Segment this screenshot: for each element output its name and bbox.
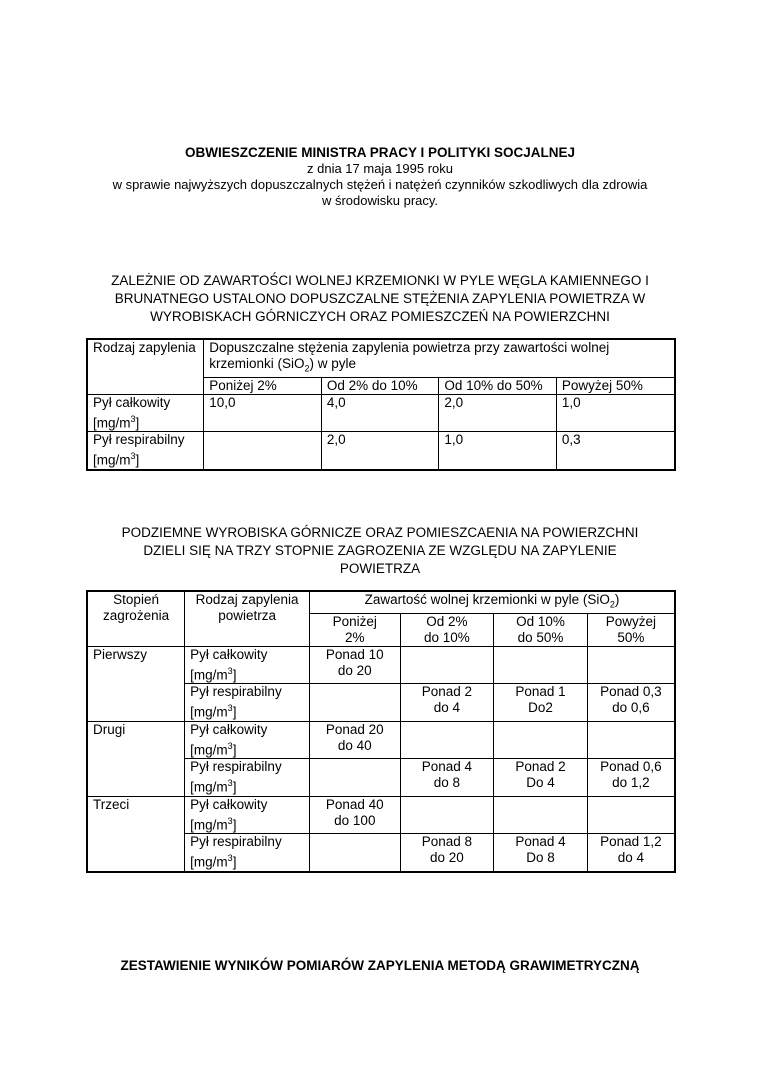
table-header-row xyxy=(87,339,675,377)
header-cell-concentration: Dopuszczalne stężenia zapylenia powietrza przy zawartości wolnej krzemionki (SiO$_2$) w pyle xyxy=(204,339,675,377)
section1-heading-line: BRUNATNEGO USTALONO DOPUSZCZALNE STĘŻENIA ZAPYLENIA POWIETRZA W xyxy=(114,291,646,306)
table-header-row xyxy=(87,591,675,613)
header-cell-degree: Stopień zagrożenia xyxy=(87,591,185,646)
dust-type-cell: Pył całkowity $[mg/m^3]$ xyxy=(185,721,310,759)
value-cell: Ponad 40 do 100 xyxy=(310,796,401,834)
degree-cell: Trzeci xyxy=(87,796,185,872)
section1-heading xyxy=(60,272,700,326)
value-cell xyxy=(400,721,494,759)
results-heading: ZESTAWIENIE WYNIKÓW POMIARÓW ZAPYLENIA METODĄ GRAWIMETRYCZNĄ xyxy=(120,958,640,973)
value-cell xyxy=(310,759,401,797)
header-cell-range: Powyżej 50% xyxy=(556,377,675,394)
value-cell xyxy=(204,432,322,470)
dust-type-cell: Pył całkowity $[mg/m^3]$ xyxy=(185,796,310,834)
document-header xyxy=(60,145,700,209)
dust-type-cell: Pył respirabilny $[mg/m^3]$ xyxy=(185,834,310,872)
header-cell-range: Poniżej 2% xyxy=(204,377,322,394)
value-cell: 1,0 xyxy=(556,394,675,432)
document-subject-line1: w sprawie najwyższych dopuszczalnych stężeń i natężeń czynników szkodliwych dla zdrowia xyxy=(112,177,648,192)
value-cell xyxy=(400,796,494,834)
header-cell-range: Powyżej 50% xyxy=(587,613,675,646)
value-cell: Ponad 1,2 do 4 xyxy=(587,834,675,872)
document-subject-line2: w środowisku pracy. xyxy=(321,193,439,208)
value-cell: 2,0 xyxy=(439,394,556,432)
value-cell: Ponad 0,3 do 0,6 xyxy=(587,684,675,722)
section1-heading-line: ZALEŻNIE OD ZAWARTOŚCI WOLNEJ KRZEMIONKI W PYLE WĘGLA KAMIENNEGO I xyxy=(111,273,649,288)
dust-type-cell: Pył respirabilny $[mg/m^3]$ xyxy=(185,684,310,722)
table-row xyxy=(87,796,675,834)
document-date: z dnia 17 maja 1995 roku xyxy=(307,161,453,176)
value-cell xyxy=(494,646,588,684)
section2-heading xyxy=(60,524,700,578)
value-cell: 10,0 xyxy=(204,394,322,432)
degree-cell: Pierwszy xyxy=(87,646,185,721)
value-cell: 4,0 xyxy=(321,394,438,432)
value-cell xyxy=(494,796,588,834)
table-row xyxy=(87,394,675,432)
value-cell: Ponad 4 do 8 xyxy=(400,759,494,797)
value-cell: 0,3 xyxy=(556,432,675,470)
table-row xyxy=(87,432,675,470)
section2-heading-line: PODZIEMNE WYROBISKA GÓRNICZE ORAZ POMIESZCAENIA NA POWIERZCHNI xyxy=(121,525,639,540)
header-cell-range: Od 2% do 10% xyxy=(321,377,438,394)
header-cell-silica-content: Zawartość wolnej krzemionki w pyle (SiO$_2$) xyxy=(310,591,676,613)
value-cell xyxy=(587,646,675,684)
value-cell: Ponad 1 Do2 xyxy=(494,684,588,722)
value-cell: Ponad 20 do 40 xyxy=(310,721,401,759)
header-cell-range: Od 10% do 50% xyxy=(439,377,556,394)
row-type-cell: Pył całkowity $[mg/m^3]$ xyxy=(87,394,204,432)
dust-type-cell: Pył respirabilny $[mg/m^3]$ xyxy=(185,759,310,797)
value-cell: Ponad 10 do 20 xyxy=(310,646,401,684)
value-cell: Ponad 2 Do 4 xyxy=(494,759,588,797)
header-cell-range: Od 10% do 50% xyxy=(494,613,588,646)
dust-type-cell: Pył całkowity $[mg/m^3]$ xyxy=(185,646,310,684)
table-row xyxy=(87,646,675,684)
header-cell-type: Rodzaj zapylenia xyxy=(87,339,204,394)
value-cell xyxy=(310,684,401,722)
limits-table xyxy=(86,338,676,471)
table-row xyxy=(87,721,675,759)
value-cell: Ponad 2 do 4 xyxy=(400,684,494,722)
section2-heading-line: POWIETRZA xyxy=(339,561,421,576)
header-cell-range: Od 2% do 10% xyxy=(400,613,494,646)
header-cell-range: Poniżej 2% xyxy=(310,613,401,646)
value-cell xyxy=(400,646,494,684)
value-cell: Ponad 8 do 20 xyxy=(400,834,494,872)
value-cell xyxy=(310,834,401,872)
value-cell xyxy=(587,796,675,834)
value-cell xyxy=(587,721,675,759)
value-cell: Ponad 4 Do 8 xyxy=(494,834,588,872)
document-title: OBWIESZCZENIE MINISTRA PRACY I POLITYKI SOCJALNEJ xyxy=(184,145,576,160)
section1-heading-line: WYROBISKACH GÓRNICZYCH ORAZ POMIESZCZEŃ NA POWIERZCHNI xyxy=(150,309,610,324)
section2-heading-line: DZIELI SIĘ NA TRZY STOPNIE ZAGROZENIA ZE WZGLĘDU NA ZAPYLENIE xyxy=(143,543,617,558)
row-type-cell: Pył respirabilny $[mg/m^3]$ xyxy=(87,432,204,470)
value-cell: 2,0 xyxy=(321,432,438,470)
value-cell: Ponad 0,6 do 1,2 xyxy=(587,759,675,797)
header-cell-dust-type: Rodzaj zapylenia powietrza xyxy=(185,591,310,646)
hazard-degree-table xyxy=(86,590,676,873)
value-cell xyxy=(494,721,588,759)
value-cell: 1,0 xyxy=(439,432,556,470)
degree-cell: Drugi xyxy=(87,721,185,796)
